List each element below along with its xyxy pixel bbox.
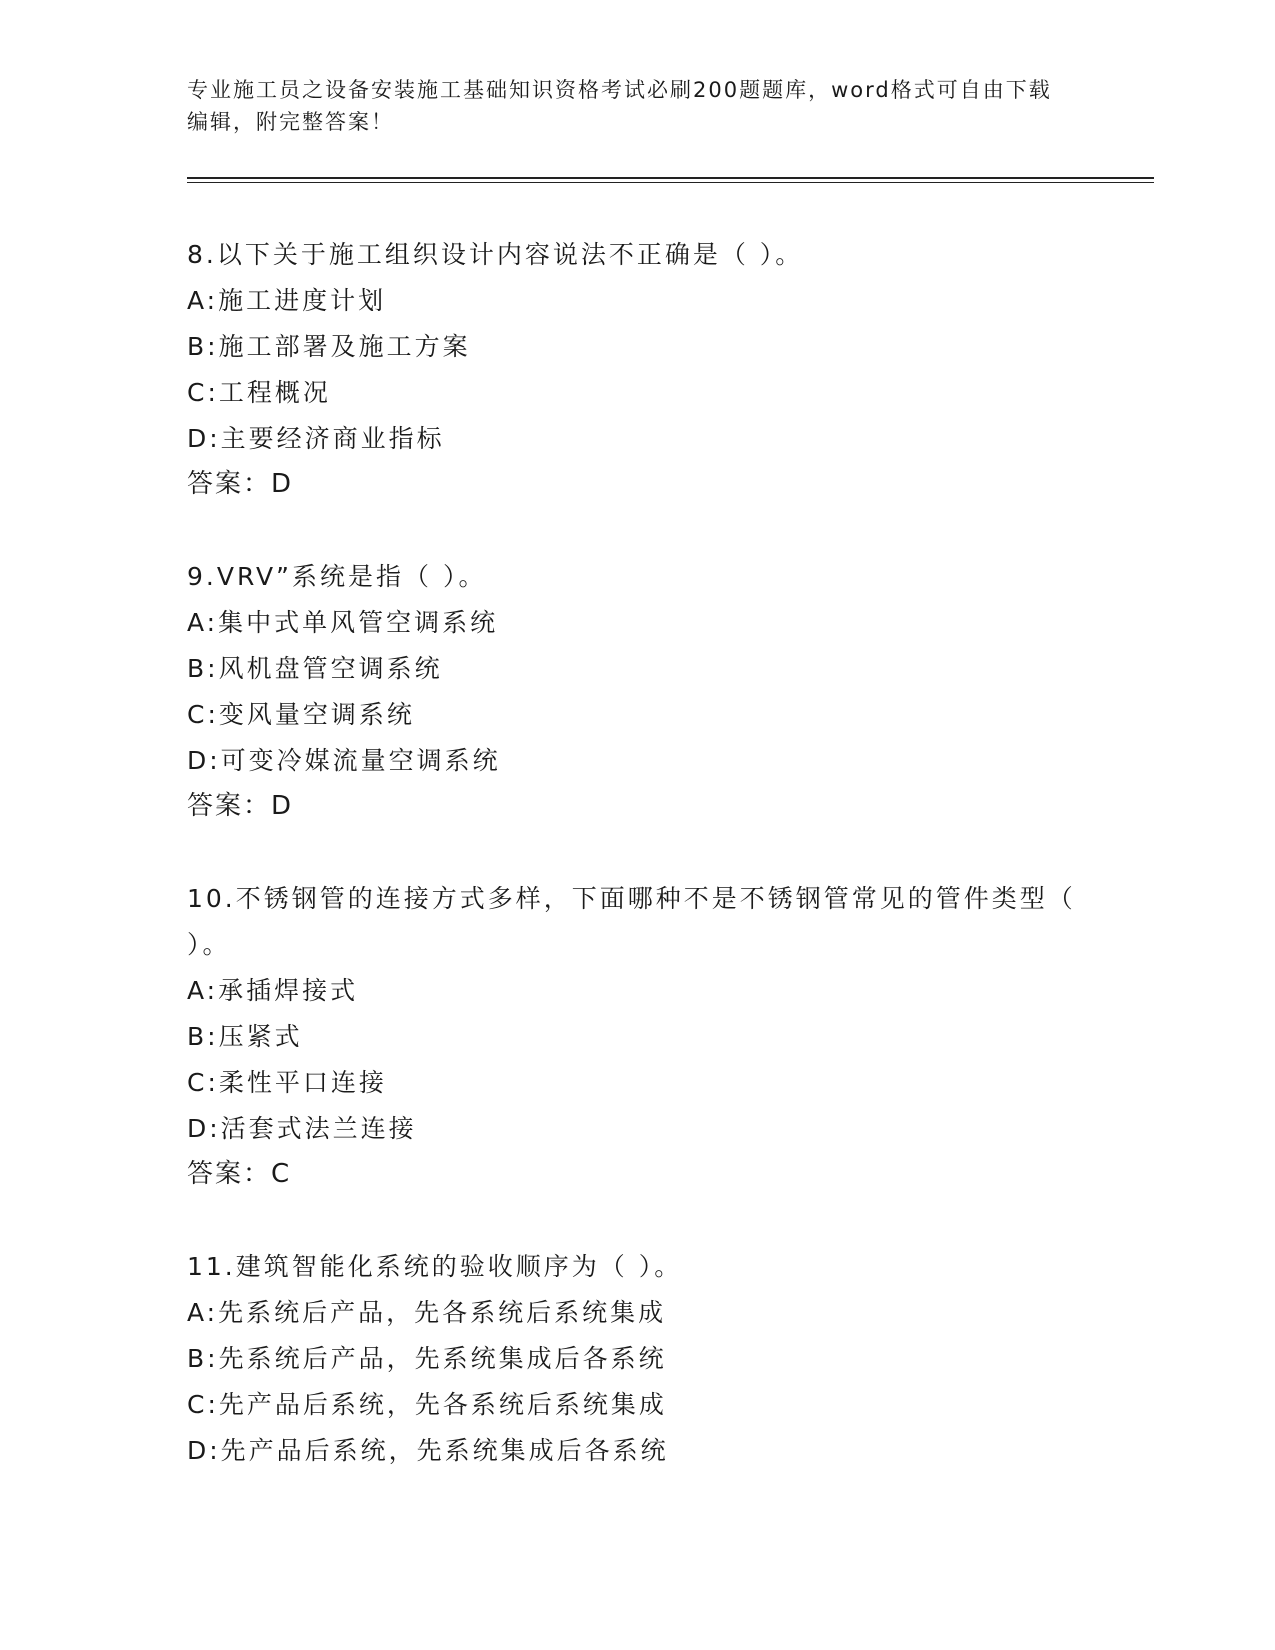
option-b: B:施工部署及施工方案 <box>187 332 471 361</box>
option-c: C:柔性平口连接 <box>187 1068 387 1097</box>
option-a: A:施工进度计划 <box>187 286 387 315</box>
option-a: A:先系统后产品，先各系统后系统集成 <box>187 1298 667 1327</box>
option-c: C:先产品后系统，先各系统后系统集成 <box>187 1390 667 1419</box>
question-9 <box>187 554 1087 828</box>
answer: 答案：C <box>187 1159 292 1189</box>
answer: 答案：D <box>187 469 294 499</box>
option-d: D:活套式法兰连接 <box>187 1114 417 1143</box>
question-11 <box>187 1244 1087 1474</box>
option-a: A:承插焊接式 <box>187 976 359 1005</box>
question-8 <box>187 232 1087 506</box>
header-divider-thick <box>187 177 1154 179</box>
question-text: 11.建筑智能化系统的验收顺序为（ ）。 <box>187 1252 683 1281</box>
answer: 答案：D <box>187 791 294 821</box>
header-divider-thin <box>187 182 1154 183</box>
option-c: C:工程概况 <box>187 378 331 407</box>
option-d: D:先产品后系统，先系统集成后各系统 <box>187 1436 669 1465</box>
question-10 <box>187 876 1087 1196</box>
option-b: B:压紧式 <box>187 1022 303 1051</box>
question-text: 10.不锈钢管的连接方式多样，下面哪种不是不锈钢管常见的管件类型（ ）。 <box>187 884 1076 959</box>
option-a: A:集中式单风管空调系统 <box>187 608 499 637</box>
document-header: 专业施工员之设备安装施工基础知识资格考试必刷200题题库，word格式可自由下载编辑，附完整答案！ <box>187 78 1052 134</box>
question-text: 8.以下关于施工组织设计内容说法不正确是（ ）。 <box>187 240 804 269</box>
option-d: D:主要经济商业指标 <box>187 424 445 453</box>
question-text: 9.VRV”系统是指（ ）。 <box>187 562 487 591</box>
option-d: D:可变冷媒流量空调系统 <box>187 746 501 775</box>
option-b: B:风机盘管空调系统 <box>187 654 443 683</box>
option-c: C:变风量空调系统 <box>187 700 415 729</box>
option-b: B:先系统后产品，先系统集成后各系统 <box>187 1344 667 1373</box>
